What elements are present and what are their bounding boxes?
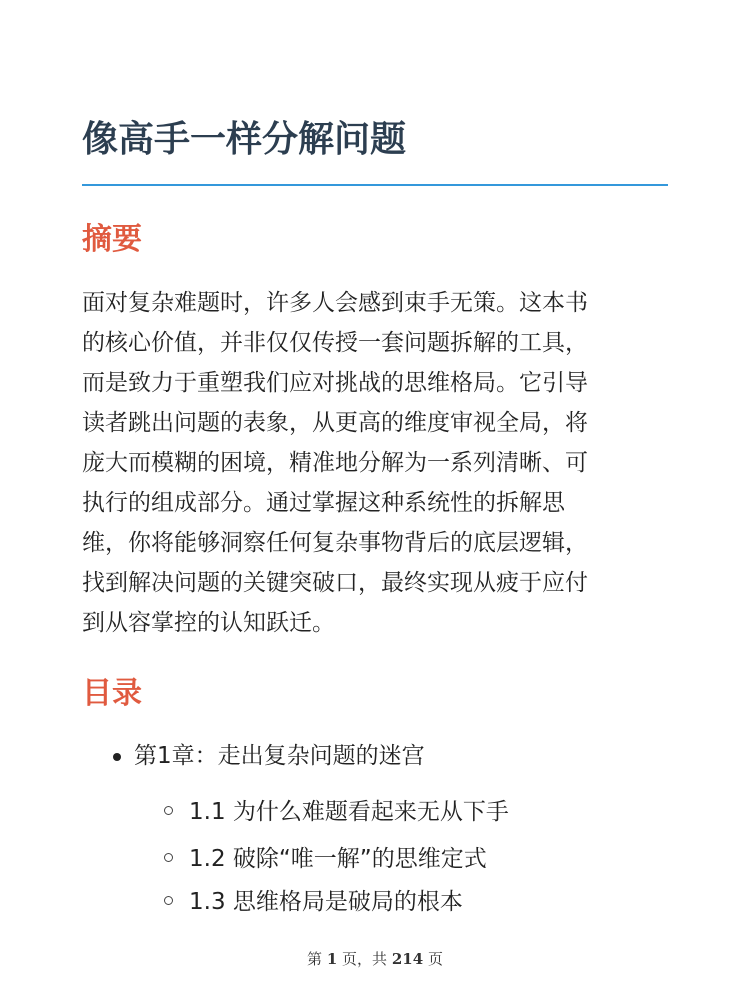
toc-section-label: 1.1 为什么难题看起来无从下手: [189, 799, 509, 825]
toc-chapter-label: 第1章：走出复杂问题的迷宫: [134, 743, 425, 769]
abstract-line: 执行的组成部分。通过掌握这种系统性的拆解思: [82, 490, 565, 516]
abstract-line: 到从容掌控的认知跃迁。: [82, 610, 335, 636]
title-divider: [82, 184, 668, 186]
abstract-line: 面对复杂难题时，许多人会感到束手无策。这本书: [82, 290, 588, 316]
footer-suffix: 页: [427, 950, 443, 968]
abstract-line: 维，你将能够洞察任何复杂事物背后的底层逻辑，: [82, 530, 588, 556]
abstract-line: 读者跳出问题的表象，从更高的维度审视全局，将: [82, 410, 588, 436]
bullet-circle-icon: [164, 896, 173, 905]
bullet-circle-icon: [164, 853, 173, 862]
abstract-paragraph: [82, 283, 682, 643]
book-title: 像高手一样分解问题: [82, 119, 407, 160]
bullet-circle-icon: [164, 806, 173, 815]
page-footer: [0, 948, 750, 970]
footer-prefix: 第: [307, 950, 323, 968]
toc-section-label: 1.2 破除“唯一解”的思维定式: [189, 846, 487, 872]
toc-heading: 目录: [82, 676, 142, 711]
abstract-line: 找到解决问题的关键突破口，最终实现从疲于应付: [82, 570, 588, 596]
page-total: 214: [391, 950, 424, 968]
page-number: 1: [326, 950, 338, 968]
abstract-line: 庞大而模糊的困境，精准地分解为一系列清晰、可: [82, 450, 588, 476]
abstract-line: 的核心价值，并非仅仅传授一套问题拆解的工具，: [82, 330, 588, 356]
abstract-heading: 摘要: [82, 222, 142, 257]
abstract-line: 而是致力于重塑我们应对挑战的思维格局。它引导: [82, 370, 588, 396]
toc-section-label: 1.3 思维格局是破局的根本: [189, 889, 463, 915]
footer-middle: 页，共: [342, 950, 388, 968]
bullet-dot-icon: [113, 753, 121, 761]
